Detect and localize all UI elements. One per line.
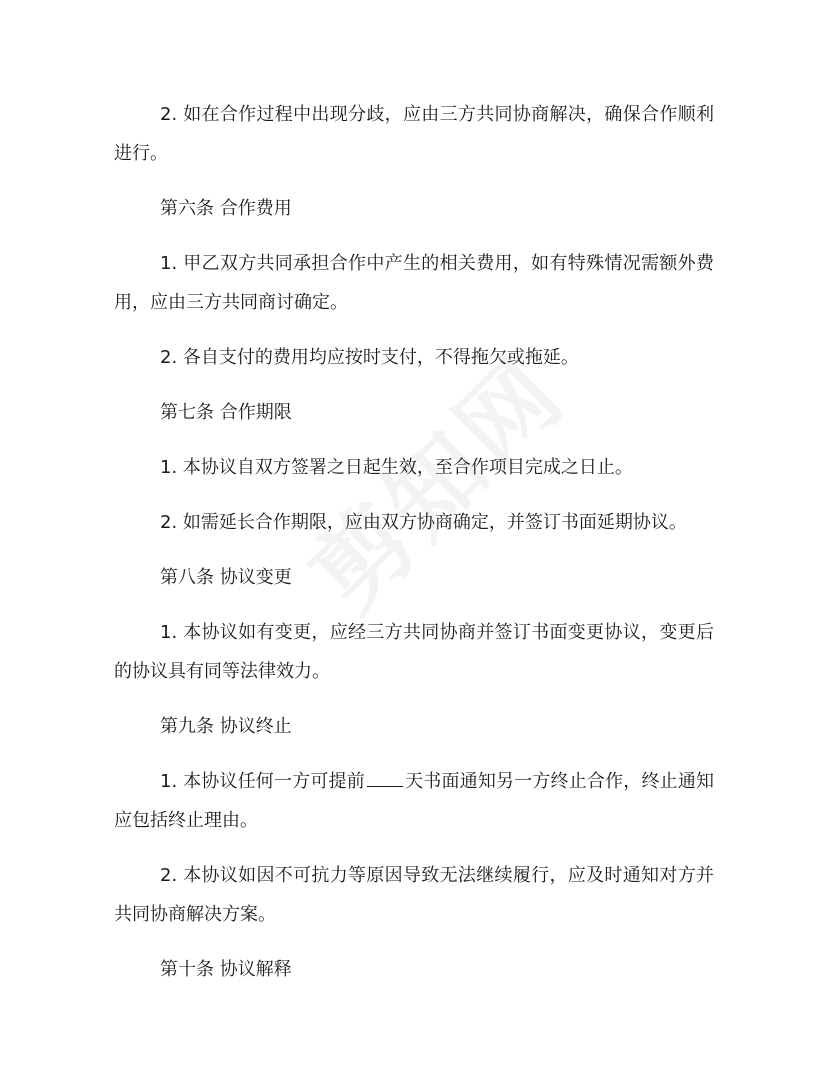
section-heading: 第九条 协议终止 xyxy=(160,716,292,737)
section-heading: 第十条 协议解释 xyxy=(160,959,292,980)
paragraph: 2. 本协议如因不可抗力等原因导致无法继续履行，应及时通知对方并共同协商解决方案。 xyxy=(114,865,714,925)
paragraph: 1. 本协议自双方签署之日起生效，至合作项目完成之日止。 xyxy=(160,457,633,478)
paragraph: 2. 如需延长合作期限，应由双方协商确定，并签订书面延期协议。 xyxy=(160,512,687,533)
section-heading: 第七条 合作期限 xyxy=(160,402,292,423)
paragraph: 2. 如在合作过程中出现分歧，应由三方共同协商解决，确保合作顺利进行。 xyxy=(114,104,714,164)
document-body xyxy=(114,95,714,1005)
paragraph-text: 天书面通知另一方终止合作，终止通知应包括终止理由。 xyxy=(114,771,714,831)
fill-in-blank xyxy=(367,768,403,787)
paragraph: 2. 各自支付的费用均应按时支付，不得拖欠或拖延。 xyxy=(160,347,579,368)
section-heading: 第八条 协议变更 xyxy=(160,567,292,588)
section-heading: 第六条 合作费用 xyxy=(160,198,292,219)
paragraph: 1. 本协议如有变更，应经三方共同协商并签订书面变更协议，变更后的协议具有同等法律效力。 xyxy=(114,622,714,682)
paragraph xyxy=(114,762,714,840)
paragraph-text: 1. 本协议任何一方可提前 xyxy=(160,771,365,792)
paragraph: 1. 甲乙双方共同承担合作中产生的相关费用，如有特殊情况需额外费用，应由三方共同商讨确定。 xyxy=(114,253,714,313)
